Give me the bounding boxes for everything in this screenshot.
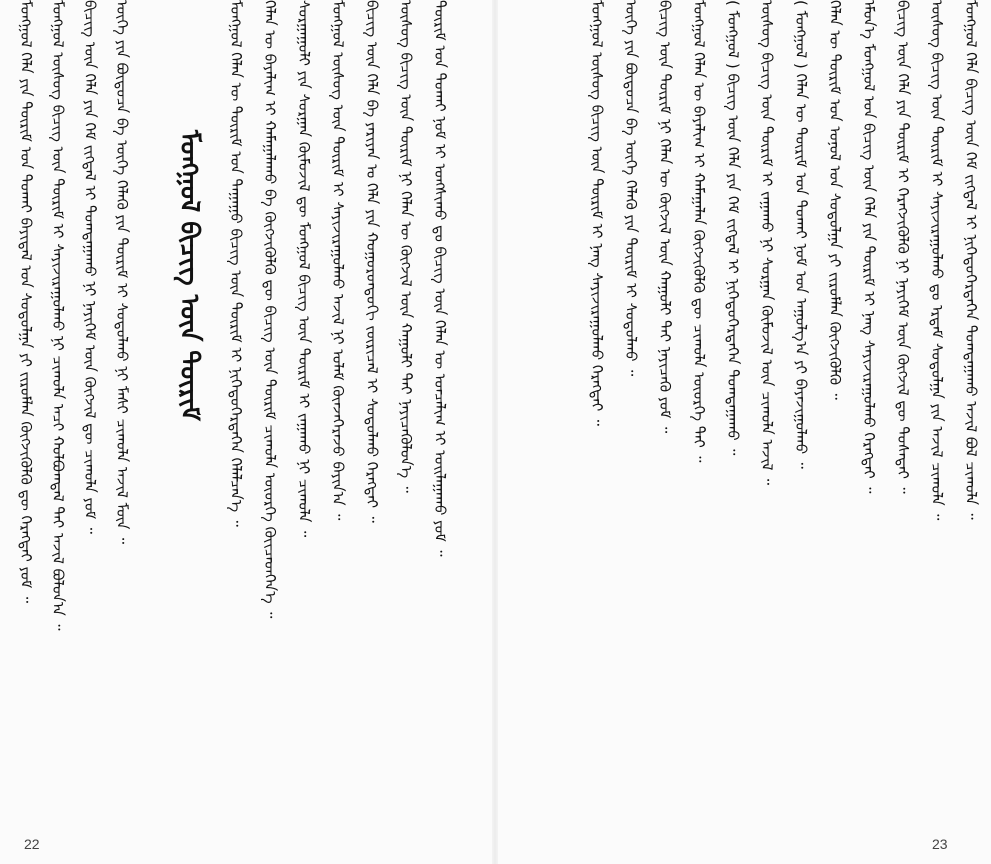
text-column: ᠪᠢᠴᠢᠭ ᠦᠨ ᠬᠡᠯᠡ ᠶᠢᠨ ᠳᠦᠷᠢᠮ ᠢ ᠬᠡᠷᠡᠭᠵᠢᠭᠦᠯᠬᠦ ᠨᠢ ᠨᠡᠶᠢᠭᠡᠮ ᠦᠨ ᠬᠥᠭᠵᠢᠯ ᠳᠦ ᠲᠤᠰᠠᠲᠠᠢ ᠃ xyxy=(894,0,912,494)
text-column: ᠪᠢᠴᠢᠭ ᠦᠨ ᠳᠦᠷᠢᠮ ᠨᠢ ᠬᠡᠯᠡᠨ ᠦ ᠬᠥᠭᠵᠢᠯ ᠦᠨ ᠬᠠᠭᠤᠯᠢ ᠲᠠᠢ ᠨᠡᠶᠢᠴᠡᠬᠦ ᠶᠤᠮ ᠃ xyxy=(656,0,674,434)
text-column: ᠡᠮᠦᠨ᠎ᠡ ᠮᠣᠩᠭᠣᠯ ᠤᠨ ᠪᠢᠴᠢᠭ ᠦᠨ ᠬᠡᠯᠡ ᠶᠢᠨ ᠳᠦᠷᠢᠮ ᠢ ᠨᠡᠩ ᠰᠠᠶᠢᠵᠢᠷᠠᠭᠤᠯᠬᠤ ᠬᠡᠷᠡᠭᠲᠡᠢ ᠃ xyxy=(860,0,878,494)
text-column: ᠦᠭᠡ ᠶᠢᠨ ᠪᠦᠲᠦᠴᠡ ᠪᠠ ᠦᠭᠡ ᠬᠡᠯᠡᠬᠦ ᠶᠢᠨ ᠳᠦᠷᠢᠮ ᠢ ᠰᠤᠳᠤᠯᠬᠤ ᠨᠢ ᠮᠠᠰᠢ ᠴᠢᠬᠤᠯᠠ ᠠᠵᠢᠯ ᠮᠥᠨ ᠃ xyxy=(113,0,131,545)
text-column: ᠳᠦᠷᠢᠮ ᠤᠨ ᠲᠤᠬᠠᠢ ᠨᠣᠮ ᠢ ᠤᠩᠰᠢᠬᠤ ᠳᠤ ᠪᠢᠴᠢᠭ ᠦᠨ ᠬᠡᠯᠡᠨ ᠦ ᠣᠨᠴᠠᠯᠢᠭ ᠢ ᠣᠢᠯᠠᠭᠠᠬᠤ ᠶᠤᠮ ᠃ xyxy=(431,0,449,557)
text-column: ᠬᠡᠯᠡᠨ ᠦ ᠳᠦᠷᠢᠮ ᠤᠨ ᠣᠨᠣᠯ ᠤᠨ ᠰᠤᠳᠤᠯᠭᠠ ᠶᠢ ᠵᠢᠷᠤᠮᠯᠠᠨ ᠬᠥᠭᠵᠢᠭᠦᠯᠬᠦ ᠃ xyxy=(826,0,844,400)
text-column: ᠬᠡᠯᠡᠨ ᠦ ᠪᠠᠶᠠᠯᠢᠭ ᠢ ᠬᠠᠮᠠᠭᠠᠯᠠᠬᠤ ᠪᠠ ᠬᠥᠭᠵᠢᠭᠦᠯᠬᠦ ᠳᠦ ᠪᠢᠴᠢᠭ ᠦᠨ ᠳᠦᠷᠢᠮ ᠴᠢᠬᠤᠯᠠ ᠦᠦᠷᠭᠡ ᠭᠦᠢᠴᠡᠳᠭᠡᠨ᠎ᠡ ᠃ xyxy=(261,0,279,619)
text-column: ᠪᠢᠴᠢᠭ ᠦᠨ ᠬᠡᠯᠡ ᠪᠠ ᠶᠠᠷᠢᠶᠠᠨ ᠤ ᠬᠡᠯᠡ ᠶᠢᠨ ᠬᠣᠭᠣᠷᠤᠨᠳᠤᠬᠢ ᠵᠥᠷᠢᠴᠡᠯ ᠢ ᠰᠤᠳᠤᠯᠬᠤ ᠬᠡᠷᠡᠭᠲᠡᠢ ᠃ xyxy=(363,0,381,523)
text-column: ( ᠮᠣᠩᠭᠣᠯ ) ᠬᠡᠯᠡᠨ ᠦ ᠳᠦᠷᠢᠮ ᠤᠨ ᠲᠤᠬᠠᠢ ᠨᠣᠮ ᠤᠨ ᠠᠭᠤᠯᠭ᠎ᠠ ᠶᠢ ᠪᠠᠶᠠᠵᠢᠭᠤᠯᠬᠤ ᠃ xyxy=(792,0,810,469)
text-column: ᠮᠣᠩᠭᠣᠯ ᠬᠡᠯᠡᠨ ᠦ ᠪᠠᠶᠠᠯᠢᠭ ᠢ ᠬᠠᠮᠠᠭᠠᠯᠠᠨ ᠬᠥᠭᠵᠢᠭᠦᠯᠬᠦ ᠳᠦ ᠴᠢᠬᠤᠯᠠ ᠦᠦᠷᠭᠡ ᠲᠠᠢ ᠃ xyxy=(690,0,708,463)
text-column: ᠦᠰᠦᠭ ᠪᠢᠴᠢᠭ ᠦᠨ ᠳᠦᠷᠢᠮ ᠨᠢ ᠬᠡᠯᠡᠨ ᠦ ᠬᠥᠭᠵᠢᠯ ᠦᠨ ᠬᠠᠭᠤᠯᠢ ᠲᠠᠢ ᠨᠡᠶᠢᠴᠡᠭᠦᠯᠦᠨ᠎ᠡ ᠃ xyxy=(397,0,415,493)
right-page xyxy=(498,0,991,864)
text-column: ᠮᠣᠩᠭᠣᠯ ᠬᠡᠯᠡ ᠶᠢᠨ ᠳᠦᠷᠢᠮ ᠤᠨ ᠲᠤᠬᠠᠢ ᠪᠠᠶᠢᠳᠠᠯ ᠤᠨ ᠰᠤᠳᠤᠯᠭᠠ ᠶᠢ ᠵᠢᠷᠤᠮᠯᠠᠨ ᠬᠥᠭᠵᠢᠭᠦᠯᠬᠦ ᠳᠦ ᠬᠡᠷᠡᠭᠲᠡᠢ ᠶᠤᠮ ᠃ xyxy=(17,0,35,603)
text-column: ᠦᠰᠦᠭ ᠪᠢᠴᠢᠭ ᠦᠨ ᠳᠦᠷᠢᠮ ᠢ ᠵᠠᠭᠠᠬᠤ ᠨᠢ ᠰᠤᠷᠭᠠᠨ ᠬᠦᠮᠦᠵᠢᠯ ᠦᠨ ᠴᠢᠬᠤᠯᠠ ᠠᠵᠢᠯ ᠃ xyxy=(758,0,776,486)
text-column: ᠮᠣᠩᠭᠣᠯ ᠦᠰᠦᠭ ᠦᠨ ᠳᠦᠷᠢᠮ ᠢ ᠰᠠᠶᠢᠵᠢᠷᠠᠭᠤᠯᠬᠤ ᠠᠵᠢᠯ ᠨᠢ ᠤᠯᠠᠮ ᠭᠦᠨᠵᠡᠭᠡᠷᠡᠵᠦ ᠪᠠᠶᠢᠨ᠎ᠠ ᠃ xyxy=(329,0,347,521)
text-column: ᠪᠢᠴᠢᠭ ᠦᠨ ᠬᠡᠯᠡ ᠶᠢᠨ ᠬᠡᠮ ᠵᠢᠭᠳᠡᠯ ᠢ ᠲᠣᠭᠲᠠᠭᠠᠬᠤ ᠨᠢ ᠨᠡᠶᠢᠭᠡᠮ ᠦᠨ ᠬᠥᠭᠵᠢᠯ ᠳᠦ ᠴᠢᠬᠤᠯᠠ ᠶᠤᠮ ᠃ xyxy=(81,0,99,534)
text-column: ᠦᠰᠦᠭ ᠪᠢᠴᠢᠭ ᠦᠨ ᠳᠦᠷᠢᠮ ᠢ ᠰᠠᠶᠢᠵᠢᠷᠠᠭᠤᠯᠬᠤ ᠳᠤ ᠡᠷᠳᠡᠮ ᠰᠤᠳᠤᠯᠭᠠ ᠶᠢᠨ ᠠᠵᠢᠯ ᠴᠢᠬᠤᠯᠠ ᠃ xyxy=(928,0,946,521)
page-number: 23 xyxy=(932,836,948,852)
text-column: ( ᠮᠣᠩᠭᠣᠯ ) ᠪᠢᠴᠢᠭ ᠦᠨ ᠬᠡᠯᠡ ᠶᠢᠨ ᠬᠡᠮ ᠵᠢᠭᠳᠡᠯ ᠢ ᠨᠢᠭᠡᠳᠦᠭᠡᠷᠲᠡᠭᠡᠨ ᠲᠣᠭᠲᠠᠭᠠᠬᠤ ᠃ xyxy=(724,0,742,456)
text-column: ᠰᠤᠷᠭᠠᠭᠤᠯᠢ ᠶᠢᠨ ᠰᠤᠷᠭᠠᠨ ᠬᠦᠮᠦᠵᠢᠯ ᠳᠦ ᠮᠣᠩᠭᠣᠯ ᠪᠢᠴᠢᠭ ᠦᠨ ᠳᠦᠷᠢᠮ ᠢ ᠵᠠᠭᠠᠬᠤ ᠨᠢ ᠴᠢᠬᠤᠯᠠ ᠃ xyxy=(295,0,313,538)
text-column: ᠦᠭᠡ ᠶᠢᠨ ᠪᠦᠲᠦᠴᠡ ᠪᠠ ᠦᠭᠡ ᠬᠡᠯᠡᠬᠦ ᠶᠢᠨ ᠳᠦᠷᠢᠮ ᠢ ᠰᠤᠳᠤᠯᠬᠤ ᠃ xyxy=(622,0,640,377)
text-column: ᠮᠣᠩᠭᠣᠯ ᠦᠰᠦᠭ ᠪᠢᠴᠢᠭ ᠦᠨ ᠳᠦᠷᠢᠮ ᠢ ᠰᠠᠶᠢᠵᠢᠷᠠᠭᠤᠯᠬᠤ ᠨᠢ ᠴᠢᠬᠤᠯᠠ ᠠᠴᠢ ᠬᠣᠯᠪᠣᠭᠳᠠᠯ ᠲᠠᠢ ᠠᠵᠢᠯ ᠪᠣᠯᠤᠨ᠎ᠠ ᠃ xyxy=(49,0,67,631)
text-column: ᠮᠣᠩᠭᠣᠯ ᠬᠡᠯᠡᠨ ᠦ ᠳᠦᠷᠢᠮ ᠤᠨ ᠳᠠᠭᠠᠭᠤ ᠪᠢᠴᠢᠭ ᠦᠨ ᠳᠦᠷᠢᠮ ᠢ ᠨᠢᠭᠡᠳᠦᠭᠡᠷᠲᠡᠭᠡᠨ ᠬᠡᠯᠡᠯᠴᠡᠨ᠎ᠡ ᠃ xyxy=(227,0,245,527)
text-column: ᠮᠣᠩᠭᠣᠯ ᠬᠡᠯᠡ ᠪᠢᠴᠢᠭ ᠦᠨ ᠬᠡᠮ ᠵᠢᠭᠳᠡᠯ ᠢ ᠨᠢᠭᠡᠳᠦᠭᠡᠷᠲᠡᠭᠡᠨ ᠲᠣᠭᠲᠠᠭᠠᠬᠤ ᠠᠵᠢᠯ ᠪᠣᠯ ᠴᠢᠬᠤᠯᠠ ᠃ xyxy=(962,0,980,520)
left-page xyxy=(0,0,492,864)
text-column: ᠮᠣᠩᠭᠣᠯ ᠦᠰᠦᠭ ᠪᠢᠴᠢᠭ ᠦᠨ ᠳᠦᠷᠢᠮ ᠢ ᠨᠡᠩ ᠰᠠᠶᠢᠵᠢᠷᠠᠭᠤᠯᠬᠤ ᠬᠡᠷᠡᠭᠲᠡᠢ ᠃ xyxy=(588,0,606,426)
page-number: 22 xyxy=(24,836,40,852)
section-heading: ᠮᠣᠩᠭᠣᠯ ᠪᠢᠴᠢᠭ ᠦᠨ ᠳᠦᠷᠢᠮ xyxy=(174,130,204,421)
